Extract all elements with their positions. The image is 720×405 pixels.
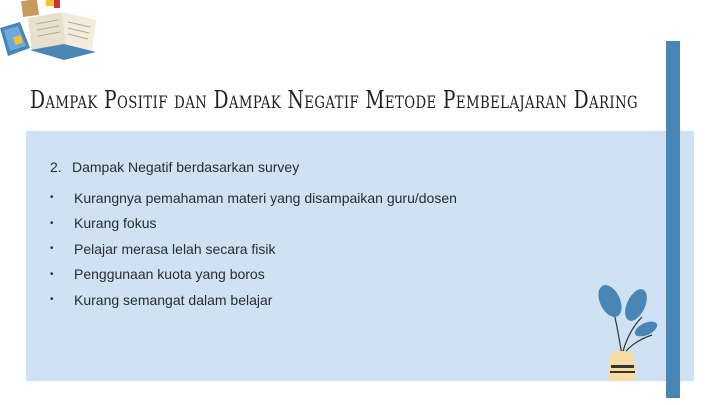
bullet-icon: • <box>50 217 54 229</box>
bullet-list <box>50 185 457 313</box>
potted-plant-illustration <box>592 283 660 383</box>
list-item <box>50 236 457 262</box>
slide-title: Dampak Positif dan Dampak Negatif Metode Pembelajaran Daring <box>30 86 639 114</box>
list-item <box>50 262 457 288</box>
bullet-icon: • <box>50 268 54 280</box>
bullet-icon: • <box>50 243 54 255</box>
section-heading-text: Dampak Negatif berdasarkan survey <box>72 159 300 175</box>
accent-bar <box>666 41 680 398</box>
list-item <box>50 211 457 237</box>
books-illustration <box>0 0 110 70</box>
section-number: 2. <box>50 159 62 175</box>
bullet-icon: • <box>50 192 54 204</box>
list-item-text: Penggunaan kuota yang boros <box>74 266 265 283</box>
list-item-text: Pelajar merasa lelah secara fisik <box>74 240 276 257</box>
list-item <box>50 185 457 211</box>
bullet-icon: • <box>50 294 54 306</box>
list-item-text: Kurang fokus <box>74 215 157 232</box>
list-item <box>50 287 457 313</box>
list-item-text: Kurang semangat dalam belajar <box>74 291 273 308</box>
list-item-text: Kurangnya pemahaman materi yang disampaikan guru/dosen <box>74 189 457 206</box>
section-heading <box>50 159 299 175</box>
